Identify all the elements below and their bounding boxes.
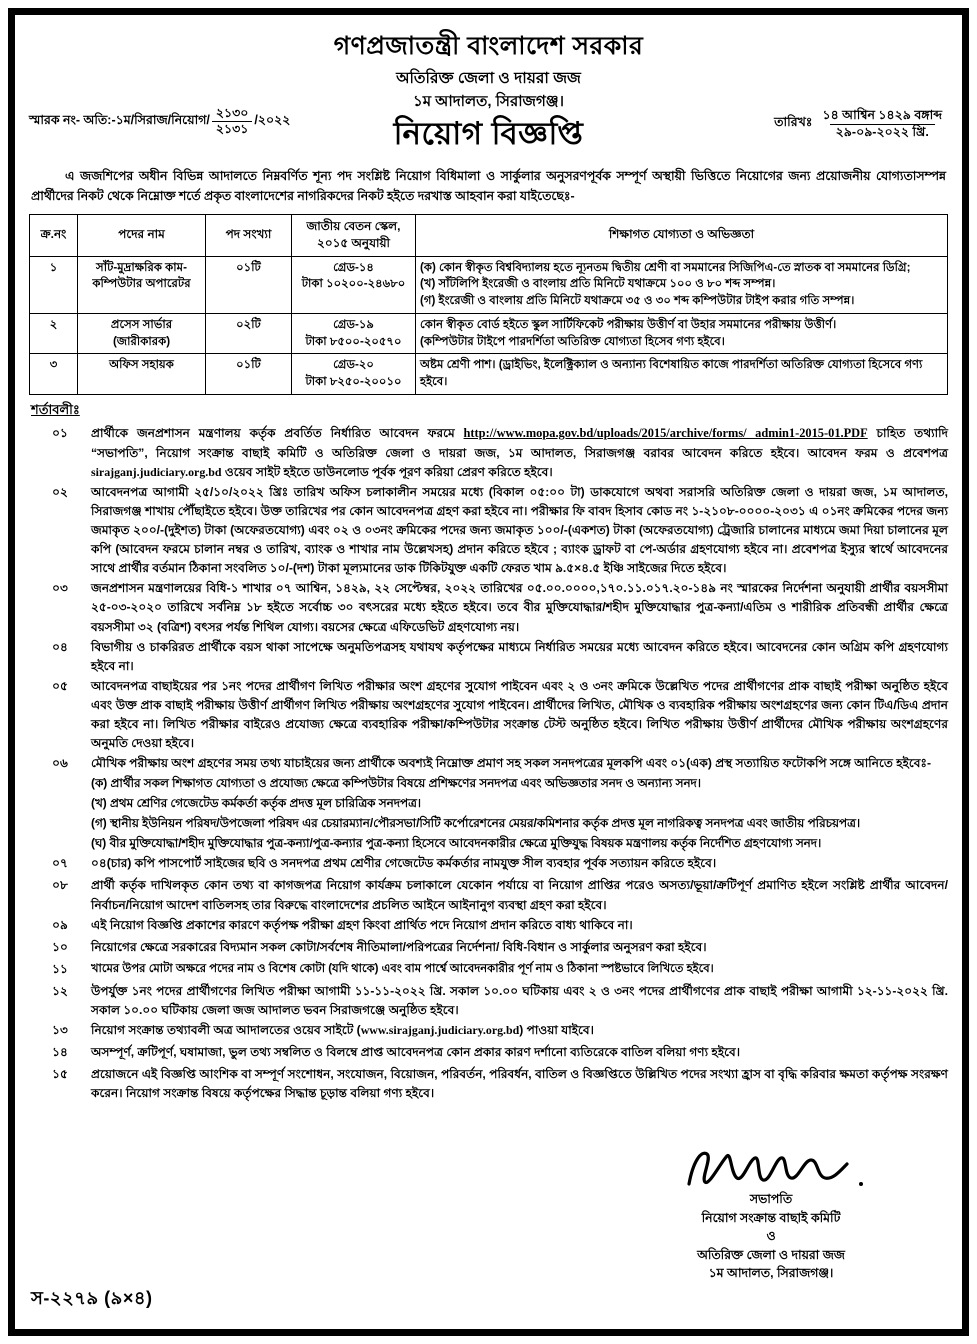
condition-item [29, 424, 948, 482]
signature-designation: অতিরিক্ত জেলা ও দায়রা জজ [697, 1247, 845, 1262]
cell-post-name: অফিস সহায়ক [78, 354, 206, 395]
office-designation: অতিরিক্ত জেলা ও দায়রা জজ [396, 70, 581, 88]
memo-denominator: ২১৩১ [212, 121, 252, 136]
condition-number: ১৫ [52, 1066, 68, 1081]
cell-salary: টাকা ১০২০০-২৪৬৮০ [301, 277, 406, 291]
condition-number: ১২ [52, 983, 68, 998]
condition-number: ১০ [52, 939, 68, 954]
condition-item [29, 754, 948, 853]
signature-scribble-icon [606, 1144, 936, 1190]
condition-item [29, 1043, 948, 1064]
condition-text [91, 754, 948, 853]
cell-vacancies: ০১টি [206, 354, 292, 395]
condition-subitem: (ক) প্রার্থীর সকল শিক্ষাগত যোগ্যতা ও প্রযোজ্য ক্ষেত্রে কম্পিউটার বিষয়ে প্রশিক্ষণের সনদপত্র এবং অভিজ্ঞতার সনদ ও অন্যান্য সনদ। [91, 776, 702, 791]
condition-text-part: নিয়োগ সংক্রান্ত তথ্যাবলী অত্র আদালতের ওয়েব সাইটে ( [91, 1022, 361, 1037]
signature-conjunction: ও [766, 1229, 776, 1244]
signature-court: ১ম আদালত, সিরাজগঞ্জ। [708, 1266, 834, 1281]
cell-salary: টাকা ৮২৫০-২০০১০ [305, 375, 402, 389]
cell-serial: ৩ [30, 354, 78, 395]
condition-item [29, 876, 948, 914]
condition-text: বিভাগীয় ও চাকরিরত প্রার্থীকে বয়স থাকা সাপেক্ষে অনুমতিপত্রসহ যথাযথ কর্তৃপক্ষের মাধ্যমে নির্ধারিত সময়ের মধ্যে আবেদন করিতে হইবে। আবেদনের কোন অগ্রিম কপি গ্রহণযোগ্য হইবে না। [91, 639, 948, 673]
cell-grade: গ্রেড-১৯ [333, 317, 374, 331]
th-serial: ক্র.নং [30, 214, 78, 256]
cell-qualification [416, 313, 948, 354]
page-title: নিয়োগ বিজ্ঞপ্তি [393, 115, 584, 151]
intro-paragraph: এ জজশিপের অধীন বিভিন্ন আদালতে নিম্নবর্ণিত শূন্য পদ সংশ্লিষ্ট নিয়োগ বিধিমালা ও সার্কুলার অনুসরণপূর্বক সম্পূর্ণ অস্থায়ী ভিত্তিতে নিয়োগের জন্য প্রয়োজনীয় যোগ্যতাসম্পন্ন প্রার্থীদের নিকট থেকে নিম্নোক্ত শর্তে প্রকৃত বাংলাদেশের নাগরিকদের নিকট হইতে দরখাস্ত আহবান করা যাইতেছেঃ- [31, 168, 946, 203]
condition-number: ১৩ [52, 1022, 68, 1037]
office-location: ১ম আদালত, সিরাজগঞ্জ। [413, 93, 564, 111]
condition-item [29, 916, 948, 937]
condition-text: প্রার্থী কর্তৃক দাখিলকৃত কোন তথ্য বা কাগজপত্র নিয়োগ কার্যক্রম চলাকালে যেকোন পর্যায়ে বা নিয়োগ প্রাপ্তির পরেও অসত্য/ভূয়া/ক্রটিপূর্ণ প্রমাণিত হইলে সংশ্লিষ্ট প্রার্থীর আবেদন/নির্বাচন/নিয়োগ আদেশ বাতিলসহ তার বিরুদ্ধে বাংলাদেশের প্রচলিত আইনে আইনানুগ ব্যবস্থা গ্রহণ করা হইবে। [91, 878, 948, 912]
date-label: তারিখঃ [774, 115, 813, 130]
date-block [774, 109, 948, 140]
condition-item [29, 1021, 948, 1042]
memo-numerator: ২১৩০ [215, 106, 249, 120]
cell-qualification [416, 354, 948, 395]
judiciary-website[interactable]: sirajganj.judiciary.org.bd [91, 464, 222, 479]
condition-item [29, 638, 948, 676]
condition-number: ০৪ [52, 639, 68, 654]
th-pay-scale: জাতীয় বেতন স্কেল, ২০১৫ অনুযায়ী [292, 214, 416, 256]
cell-post-name: প্রসেস সার্ভার (জারীকারক) [78, 313, 206, 354]
cell-serial: ১ [30, 256, 78, 313]
table-row [30, 354, 948, 395]
th-vacancy-count: পদ সংখ্যা [206, 214, 292, 256]
condition-item [29, 579, 948, 636]
condition-item [29, 960, 948, 981]
memo-label: স্মারক নং- অতি:-১ম/সিরাজ/নিয়োগ/ [29, 112, 210, 127]
page-border-frame [8, 8, 969, 1336]
condition-item [29, 854, 948, 875]
cell-pay-scale [292, 313, 416, 354]
condition-item [29, 1065, 948, 1103]
date-gregorian: ২৯-০৯-২০২২ খ্রি. [830, 124, 935, 140]
qualification-line: (খ) সাঁটলিপি ইংরেজী ও বাংলায় প্রতি মিনিটে যথাক্রমে ১০০ ও ৮০ শব্দ সম্পন্ন। [420, 277, 776, 291]
th-qualification: শিক্ষাগত যোগ্যতা ও অভিজ্ঞতা [416, 214, 948, 256]
cell-salary: টাকা ৮৫০০-২০৫৭০ [305, 334, 402, 348]
cell-serial: ২ [30, 313, 78, 354]
condition-number: ০৯ [52, 917, 68, 932]
condition-text: জনপ্রশাসন মন্ত্রণালয়ের বিধি-১ শাখার ০৭ আশ্বিন, ১৪২৯, ২২ সেপ্টেম্বর, ২০২২ তারিখের ০৫.০০.০০০০,১৭০.১১.০১৭.২০-১৪৯ নং স্মারকের নির্দেশনা অনুযায়ী প্রার্থীর বয়সসীমা ২৫-০৩-২০২০ তারিখে সর্বনিম্ন ১৮ হইতে সর্বোচ্চ ৩০ বৎসরের মধ্যে হইতে হইবে। তবে বীর মুক্তিযোদ্ধার/শহীদ মুক্তিযোদ্ধার পুত্র-কন্যা/এতিম ও শারীরিক প্রতিবন্ধী প্রার্থীর ক্ষেত্রে বয়সসীমা ৩২ (বত্রিশ) বৎসর পর্যন্ত শিথিল যোগ্য। বয়সের ক্ষেত্রে এফিডেভিট গ্রহণযোগ্য নয়। [91, 581, 948, 634]
cell-grade: গ্রেড-১৪ [333, 260, 374, 274]
condition-text-part: ) পাওয়া যাইবে। [519, 1022, 594, 1037]
condition-text-part: চাহিত তথ্যাদি “সভাপতি”, নিয়োগ সংক্রান্ত বাছাই কমিটি ও অতিরিক্ত জেলা ও দায়রা জজ, ১ম আদালত, সিরাজগঞ্জ বরাবর আবেদন করিতে হইবে। আবেদন ফরম ও প্রবেশপত্র [91, 426, 948, 460]
cell-vacancies: ০২টি [206, 313, 292, 354]
table-header-row [30, 214, 948, 256]
condition-text-part: ওয়েব সাইট হইতে ডাউনলোড পূর্বক পূরণ করিয়া প্রেরণ করিতে হইবে। [221, 464, 553, 479]
qualification-line: (ক) কোন স্বীকৃত বিশ্ববিদ্যালয় হতে ন্যূনতম দ্বিতীয় শ্রেণী বা সমমানের সিজিপিএ-তে স্নাতক বা সমমানের ডিগ্রি; [420, 260, 911, 274]
cell-qualification [416, 256, 948, 313]
memo-year-suffix: /২০২২ [254, 112, 291, 127]
cell-vacancies: ০১টি [206, 256, 292, 313]
memo-fraction [212, 107, 253, 136]
condition-item [29, 677, 948, 753]
condition-number: ১৪ [52, 1044, 68, 1059]
qualification-line: (গ) ইংরেজী ও বাংলায় প্রতি মিনিটে যথাক্রমে ৩৫ ও ৩০ শব্দ কম্পিউটার টাইপ করার গতি সম্পন্ন। [420, 294, 855, 308]
condition-item [29, 938, 948, 959]
signature-block [606, 1144, 936, 1283]
qualification-line: অষ্টম শ্রেণী পাশ। (ড্রাইভিং, ইলেক্ট্রিক্যাল ও অন্যান্য বিশেষায়িত কাজে পারদর্শিতা অতিরিক্ত যোগ্যতা হিসেবে গণ্য হইবে। [420, 358, 923, 389]
table-row [30, 313, 948, 354]
table-row [30, 256, 948, 313]
condition-number: ০৬ [52, 756, 68, 771]
condition-subitem: (খ) প্রথম শ্রেণির গেজেটেড কর্মকর্তা কর্তৃক প্রদত্ত মূল চারিত্রিক সনদপত্র। [91, 796, 422, 811]
condition-text [91, 424, 948, 482]
qualification-line: (কম্পিউটার টাইপে পারদর্শিতা অতিরিক্ত যোগ্যতা হিসেব গণ্য হইবে। [420, 334, 725, 348]
condition-item [29, 483, 948, 578]
signature-committee: নিয়োগ সংক্রান্ত বাছাই কমিটি [701, 1210, 841, 1225]
condition-text: প্রয়োজনে এই বিজ্ঞপ্তি আংশিক বা সম্পূর্ণ সংশোধন, সংযোজন, বিয়োজন, পরিবর্তন, পরিবর্ধন, বাতিল ও বিজ্ঞপ্তিতে উল্লিখিত পদের সংখ্যা হ্রাস বা বৃদ্ধি করিবার ক্ষমতা কর্তৃপক্ষ সংরক্ষণ করেন। নিয়োগ সংক্রান্ত বিষয়ে কর্তৃপক্ষের সিদ্ধান্ত চূড়ান্ত বলিয়া গণ্য হইবে। [91, 1066, 948, 1100]
cell-grade: গ্রেড-২০ [333, 358, 374, 372]
condition-number: ০৮ [52, 878, 68, 893]
th-post-name: পদের নাম [78, 214, 206, 256]
reference-number: স-২২৭৯ (৯×৪) [31, 1288, 153, 1308]
condition-text: আবেদনপত্র আগামী ২৫/১০/২০২২ খ্রিঃ তারিখ অফিস চলাকালীন সময়ের মধ্যে (বিকাল ০৫:০০ টা) ডাকযোগে অথবা সরাসরি অতিরিক্ত জেলা ও দায়রা জজ, ১ম আদালত, সিরাজগঞ্জ শাখায় পৌঁছাইতে হইবে। উক্ত তারিখের পর কোন আবেদনপত্র গ্রহণ করা হইবে না। পরীক্ষার ফি বাবদ হিসাব কোড নং ১-২১০৮-০০০০-২০৩১ এ ০১নং ক্রমিকের পদের জন্য জমাকৃত ২০০/-(দুইশত) টাকা (অফেরতযোগ্য) এবং ০২ ও ০৩নং ক্রমিকের পদের জন্য জমাকৃত ১০০/-(একশত) টাকা (অফেরতযোগ্য) ট্রেজারি চালানের মাধ্যমে জমা দিয়া চালানের মূল কপি (আবেদন ফরমে চালান নম্বর ও তারিখ, ব্যাংক ও শাখার নাম উল্লেখসহ) প্রদান করিতে হইবে ; ব্যাংক ড্রাফট বা পে-অর্ডার গ্রহণযোগ্য হইবে না। প্রবেশপত্র ইস্যুর স্বার্থে আবেদনের সাথে প্রার্থীর বর্তমান ঠিকানা সংবলিত ১০/-(দশ) টাকা মূল্যমানের ডাক টিকিটযুক্ত একটি ফেরত খাম ৯.৫×৪.৫ ইঞ্চি সাইজের দিতে হইবে। [91, 484, 948, 576]
date-fraction [816, 109, 948, 140]
cell-post-name: সাঁট-মুদ্রাক্ষরিক কাম-কম্পিউটার অপারেটর [78, 256, 206, 313]
condition-sublist [91, 774, 948, 852]
memo-number-block [29, 107, 290, 136]
condition-text: এই নিয়োগ বিজ্ঞপ্তি প্রকাশের কারণে কর্তৃপক্ষ পরীক্ষা গ্রহণ কিংবা প্রার্থিত পদে নিয়োগ প্রদান করিতে বাধ্য থাকিবে না। [91, 917, 633, 932]
condition-text [91, 1021, 948, 1040]
condition-text: নিয়োগের ক্ষেত্রে সরকারের বিদ্যমান সকল কোটা/সর্বশেষ নীতিমালা/পরিপত্রের নির্দেশনা/ বিধি-বিধান ও সার্কুলার অনুসরণ করা হইবে। [91, 939, 707, 954]
conditions-heading: শর্তাবলীঃ [31, 402, 80, 418]
condition-text-part: মৌখিক পরীক্ষায় অংশ গ্রহণের সময় তথ্য যাচাইয়ের জন্য প্রার্থীকে অবশ্যই নিম্নোক্ত প্রমাণ সহ সকল সনদপত্রের মূলকপি এবং ০১(এক) প্রস্থ সত্যায়িত ফটোকপি সঙ্গে আনিতে হইবেঃ- [91, 756, 931, 771]
cell-pay-scale [292, 256, 416, 313]
vacancy-table [29, 214, 948, 395]
condition-text: অসম্পূর্ণ, ক্রটিপূর্ণ, ঘষামাজা, ভুল তথ্য সম্বলিত ও বিলম্বে প্রাপ্ত আবেদনপত্র কোন প্রকার কারণ দর্শানো ব্যতিরেকে বাতিল বলিয়া গণ্য হইবে। [91, 1044, 741, 1059]
qualification-line: কোন স্বীকৃত বোর্ড হইতে স্কুল সার্টিফিকেট পরীক্ষায় উত্তীর্ণ বা উহার সমমানের পরীক্ষায় উত্তীর্ণ। [420, 317, 837, 331]
condition-item [29, 982, 948, 1020]
condition-subitem: (ঘ) বীর মুক্তিযোদ্ধা/শহীদ মুক্তিযোদ্ধার পুত্র-কন্যা/পুত্র-কন্যার পুত্র-কন্যা হিসেবে আবেদনকারীর ক্ষেত্রে মুক্তিযুদ্ধ বিষয়ক মন্ত্রণালয় কর্তৃক নির্দেশিত গ্রহণযোগ্য সনদ। [91, 835, 822, 850]
condition-text-part: প্রার্থীকে জনপ্রশাসন মন্ত্রণালয় কর্তৃক প্রবর্তিত নির্ধারিত আবেদন ফরমে [91, 426, 464, 441]
condition-number: ০৭ [52, 856, 68, 871]
government-title: গণপ্রজাতন্ত্রী বাংলাদেশ সরকার [333, 32, 644, 60]
condition-text: খামের উপর মোটা অক্ষরে পদের নাম ও বিশেষ কোটা (যদি থাকে) এবং বাম পার্শ্বে আবেদনকারীর পূর্ণ নাম ও ঠিকানা স্পষ্টভাবে লিখিতে হইবে। [91, 962, 714, 975]
condition-number: ১১ [52, 961, 68, 976]
condition-number: ০২ [52, 484, 68, 499]
signature-role: সভাপতি [749, 1191, 793, 1206]
application-form-link[interactable]: http://www.mopa.gov.bd/uploads/2015/archive/forms/ admin1-2015-01.PDF [463, 426, 868, 441]
condition-number: ০৩ [52, 581, 68, 596]
document-header [29, 31, 948, 152]
condition-text: ০৪(চার) কপি পাসপোর্ট সাইজের ছবি ও সনদপত্র প্রথম শ্রেণীর গেজেটেড কর্মকর্তার নামযুক্ত সীল ব্যবহার পূর্বক সত্যায়ন করিতে হইবে। [91, 856, 717, 871]
conditions-list [29, 424, 948, 1103]
date-bangla: ১৪ আশ্বিন ১৪২৯ বঙ্গাব্দ [822, 108, 942, 122]
court-website-link[interactable]: www.sirajganj.judiciary.org.bd [360, 1022, 520, 1037]
condition-text: উপর্যুক্ত ১নং পদের প্রার্থীগণের লিখিত পরীক্ষা আগামী ১১-১১-২০২২ খ্রি. সকাল ১০.০০ ঘটিকায় এবং ২ ও ৩নং পদের প্রার্থীগণের প্রাক বাছাই পরীক্ষা আগামী ১২-১১-২০২২ খ্রি. সকাল ১০.০০ ঘটিকায় জেলা জজ আদালত ভবন সিরাজগঞ্জে অনুষ্ঠিত হইবে। [91, 983, 948, 1017]
condition-text: আবেদনপত্র বাছাইয়ের পর ১নং পদের প্রার্থীগণ লিখিত পরীক্ষার অংশ গ্রহণের সুযোগ পাইবেন এবং ২ ও ৩নং ক্রমিকে উল্লেখিত পদের প্রার্থীগণের প্রাক বাছাই পরীক্ষা অনুষ্ঠিত হইবে এবং উক্ত প্রাক বাছাই পরীক্ষায় উত্তীর্ণ প্রার্থীগণ লিখিত পরীক্ষায় অংশগ্রহণের সুযোগ পাইবেন। প্রার্থীদের লিখিত, মৌখিক ও ব্যবহারিক পরীক্ষায় অংশগ্রহণের জন্য কোন টিএ/ডিএ প্রদান করা হইবে না। লিখিত পরীক্ষার বাইরেও প্রযোজ্য ক্ষেত্রে ব্যবহারিক পরীক্ষা/কম্পিউটার সংক্রান্ত টেস্ট অনুষ্ঠিত হইবে। লিখিত পরীক্ষায় উত্তীর্ণ প্রার্থীদের মৌখিক পরীক্ষায় অংশগ্রহণের অনুমতি দেওয়া হইবে। [91, 678, 948, 751]
condition-number: ০১ [52, 426, 68, 441]
condition-number: ০৫ [52, 678, 68, 693]
condition-subitem: (গ) স্থানীয় ইউনিয়ন পরিষদ/উপজেলা পরিষদ এর চেয়ারম্যান/পৌরসভা/সিটি কর্পোরেশনের মেয়র/কমিশনার কর্তৃক প্রদত্ত মূল নাগরিকত্ব সনদপত্র এবং জাতীয় পরিচয়পত্র। [91, 815, 861, 830]
cell-pay-scale [292, 354, 416, 395]
